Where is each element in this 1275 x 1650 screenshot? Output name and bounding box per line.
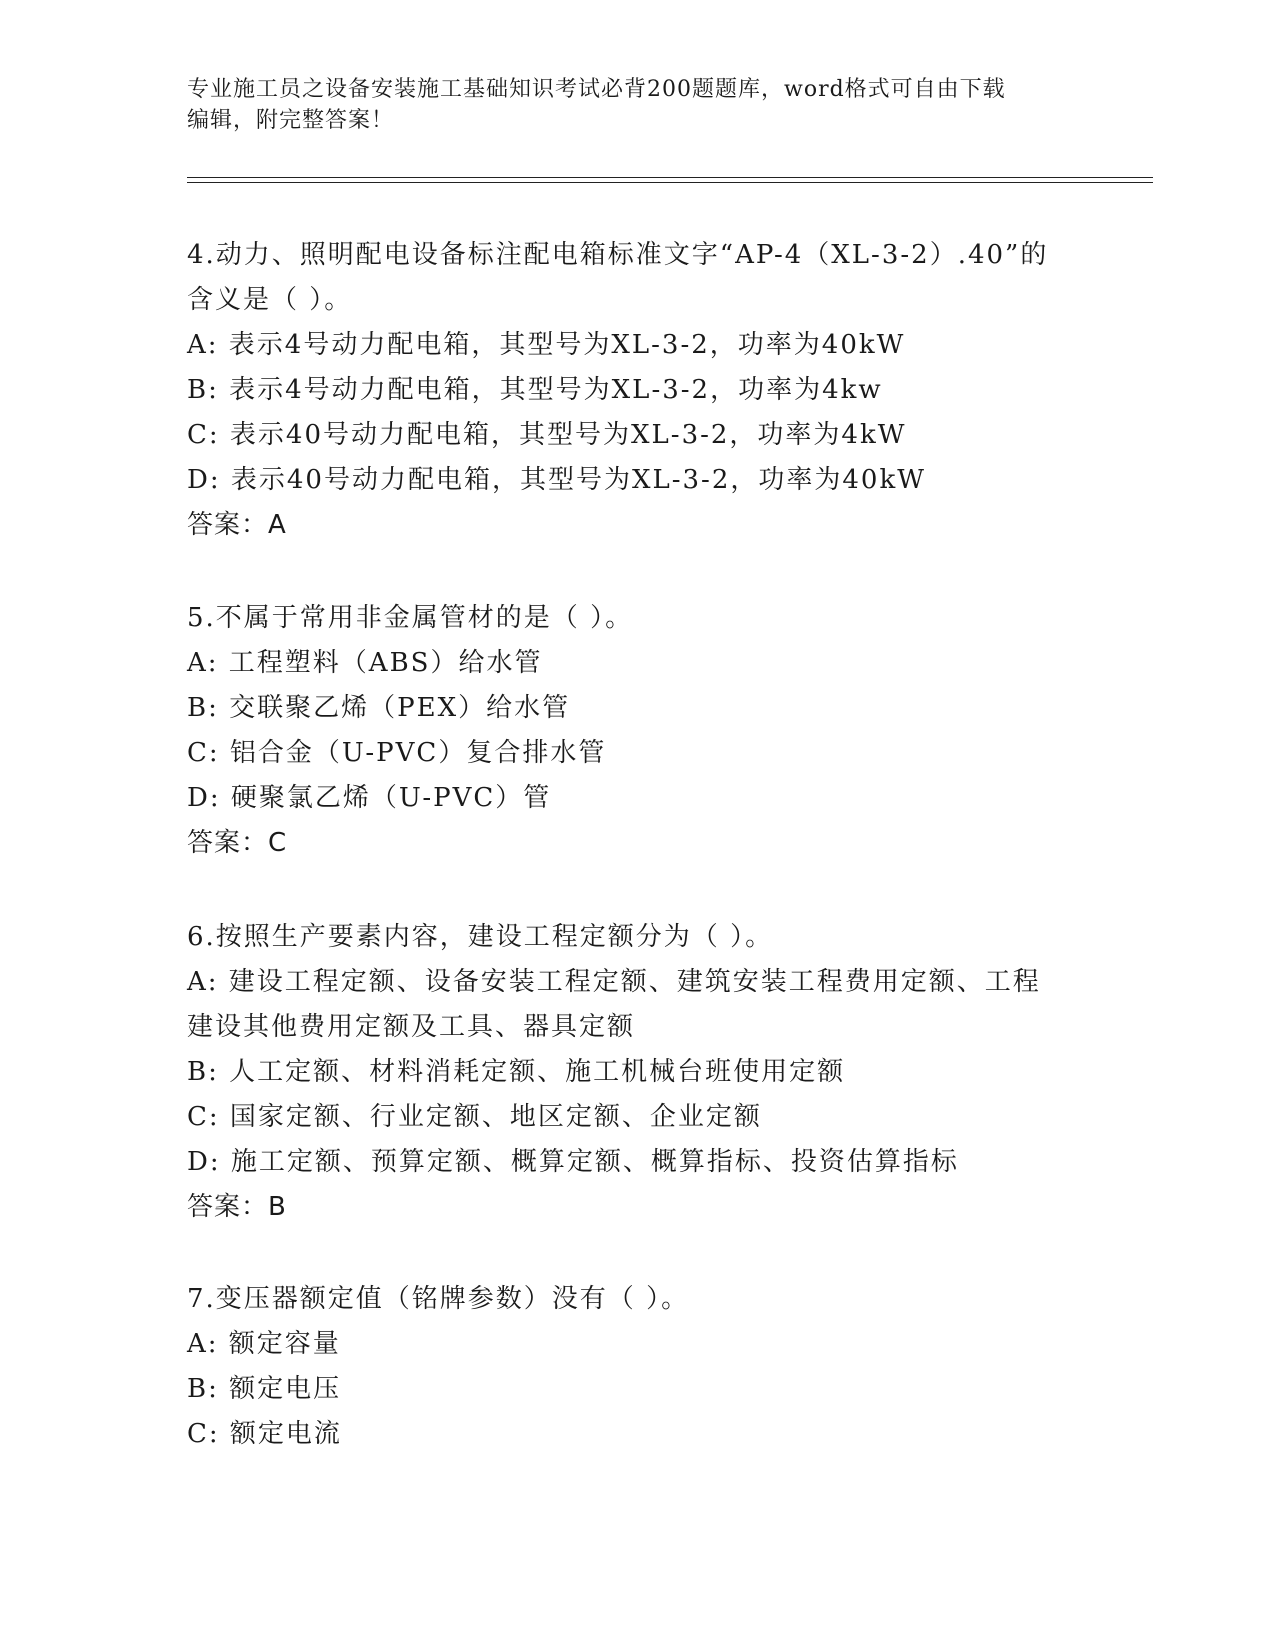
- option-d: D: 表示40号动力配电箱，其型号为XL-3-2，功率为40kW: [187, 465, 926, 495]
- header-line-1: 专业施工员之设备安装施工基础知识考试必背200题题库，word格式可自由下载: [187, 77, 1006, 102]
- question-stem-line-2: 含义是（ ）。: [187, 285, 353, 315]
- question-stem-line-1: 7.变压器额定值（铭牌参数）没有（ ）。: [187, 1284, 690, 1314]
- document-header: [187, 74, 1087, 136]
- question-stem-line-1: 6.按照生产要素内容，建设工程定额分为（ ）。: [187, 922, 774, 952]
- option-c: C: 国家定额、行业定额、地区定额、企业定额: [187, 1102, 762, 1132]
- header-line-2: 编辑，附完整答案！: [187, 108, 395, 133]
- answer-label: 答案：C: [187, 828, 288, 858]
- question-stem-line-1: 5.不属于常用非金属管材的是（ ）。: [187, 603, 634, 633]
- option-d: D: 施工定额、预算定额、概算定额、概算指标、投资估算指标: [187, 1147, 959, 1177]
- header-divider-top: [187, 177, 1153, 178]
- option-c: C: 表示40号动力配电箱，其型号为XL-3-2，功率为4kW: [187, 420, 907, 450]
- answer-label: 答案：B: [187, 1192, 287, 1222]
- option-b: B: 表示4号动力配电箱，其型号为XL-3-2，功率为4kw: [187, 375, 883, 405]
- header-divider-bottom: [187, 182, 1153, 183]
- option-b: B: 人工定额、材料消耗定额、施工机械台班使用定额: [187, 1057, 846, 1087]
- question-4: [187, 233, 1087, 548]
- question-5: [187, 596, 1087, 866]
- question-7: [187, 1277, 1087, 1457]
- option-a: A: 表示4号动力配电箱，其型号为XL-3-2，功率为40kW: [187, 330, 906, 360]
- answer-label: 答案：A: [187, 510, 287, 540]
- question-6: [187, 915, 1087, 1230]
- option-c: C: 铝合金（U-PVC）复合排水管: [187, 738, 607, 768]
- option-a: A: 工程塑料（ABS）给水管: [187, 648, 543, 678]
- question-stem-line-1: 4.动力、照明配电设备标注配电箱标准文字“AP-4（XL-3-2）.40”的: [187, 240, 1049, 270]
- option-c: C: 额定电流: [187, 1419, 342, 1449]
- option-a: A: 额定容量: [187, 1329, 341, 1359]
- option-b: B: 额定电压: [187, 1374, 342, 1404]
- option-a-line-2: 建设其他费用定额及工具、器具定额: [187, 1012, 636, 1042]
- option-b: B: 交联聚乙烯（PEX）给水管: [187, 693, 571, 723]
- option-a-line-1: A: 建设工程定额、设备安装工程定额、建筑安装工程费用定额、工程: [187, 967, 1041, 997]
- option-d: D: 硬聚氯乙烯（U-PVC）管: [187, 783, 552, 813]
